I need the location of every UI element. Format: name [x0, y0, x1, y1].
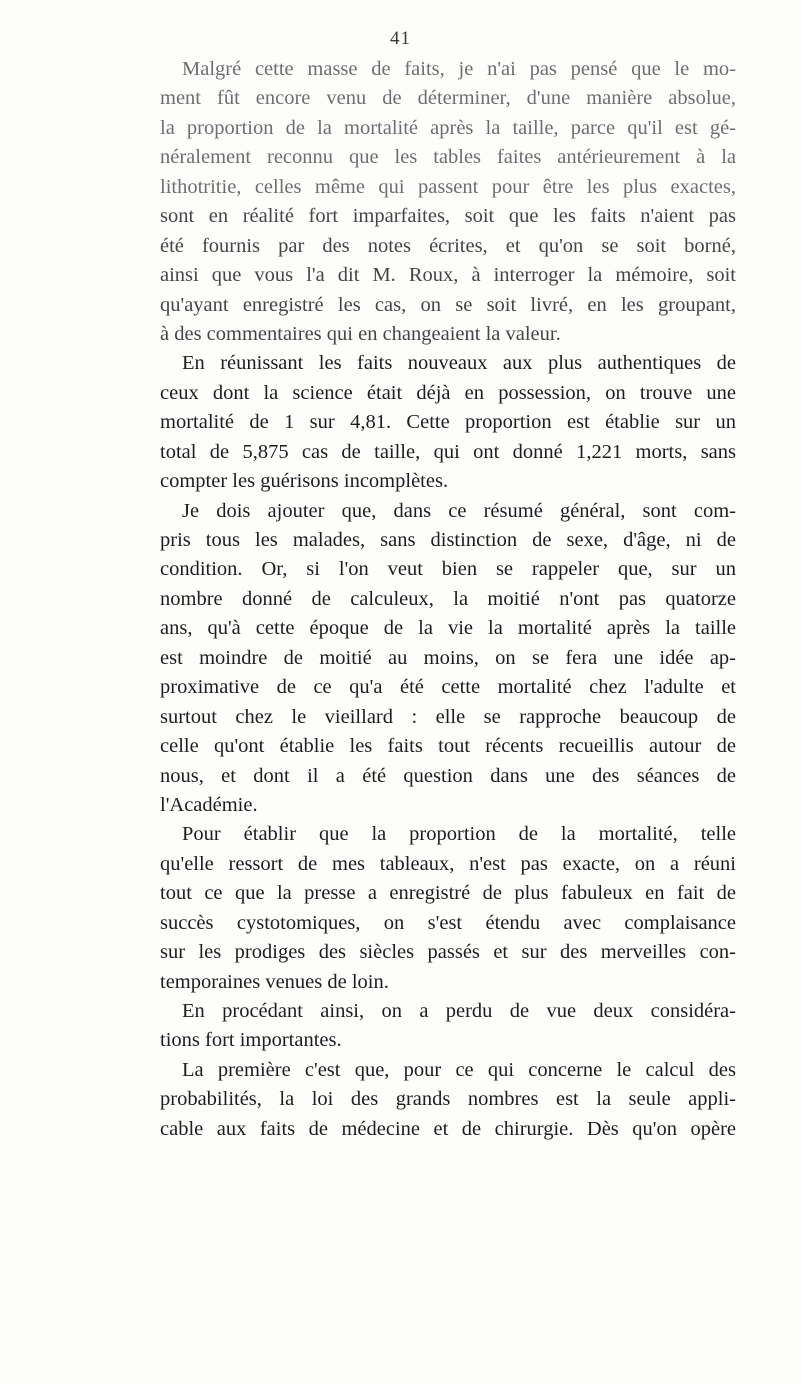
text-line: sont en réalité fort imparfaites, soit que les faits n'aient pas: [160, 205, 736, 228]
text-line: ainsi que vous l'a dit M. Roux, à interroger la mémoire, soit: [160, 264, 736, 287]
text-line: ceux dont la science était déjà en possession, on trouve une: [160, 381, 736, 404]
page-number: 41: [390, 28, 411, 49]
text-line: Je dois ajouter que, dans ce résumé général, sont com-: [182, 499, 736, 522]
text-line: néralement reconnu que les tables faites antérieurement à la: [160, 146, 736, 169]
text-line: succès cystotomiques, on s'est étendu avec complaisance: [160, 911, 736, 934]
text-line: nombre donné de calculeux, la moitié n'ont pas quatorze: [160, 587, 736, 610]
text-line: la proportion de la mortalité après la taille, parce qu'il est gé-: [160, 116, 736, 139]
text-line: ment fût encore venu de déterminer, d'une manière absolue,: [160, 87, 736, 110]
text-line: tout ce que la presse a enregistré de plus fabuleux en fait de: [160, 882, 736, 905]
text-line: En procédant ainsi, on a perdu de vue deux considéra-: [182, 1000, 736, 1022]
text-line: l'Académie.: [160, 793, 258, 816]
text-line: lithotritie, celles même qui passent pour être les plus exactes,: [160, 175, 736, 198]
text-line: sur les prodiges des siècles passés et sur des merveilles con-: [160, 941, 736, 964]
text-line: à des commentaires qui en changeaient la valeur.: [160, 322, 561, 345]
text-line: total de 5,875 cas de taille, qui ont donné 1,221 morts, sans: [160, 440, 736, 463]
text-line: Malgré cette masse de faits, je n'ai pas pensé que le mo-: [182, 58, 736, 80]
text-line: qu'ayant enregistré les cas, on se soit livré, en les groupant,: [160, 293, 736, 316]
text-line: celle qu'ont établie les faits tout récents recueillis autour de: [160, 735, 736, 758]
text-line: cable aux faits de médecine et de chirurgie. Dès qu'on opère: [160, 1117, 736, 1140]
text-line: ans, qu'à cette époque de la vie la mortalité après la taille: [160, 617, 736, 640]
text-line: En réunissant les faits nouveaux aux plus authentiques de: [182, 352, 736, 375]
text-line: qu'elle ressort de mes tableaux, n'est pas exacte, on a réuni: [160, 852, 736, 875]
text-line: probabilités, la loi des grands nombres est la seule appli-: [160, 1088, 736, 1111]
text-line: est moindre de moitié au moins, on se fera une idée ap-: [160, 646, 736, 669]
text-line: temporaines venues de loin.: [160, 970, 389, 993]
body-text: [160, 55, 736, 1144]
text-line: La première c'est que, pour ce qui concerne le calcul des: [182, 1058, 736, 1081]
text-line: condition. Or, si l'on veut bien se rappeler que, sur un: [160, 558, 736, 581]
text-line: pris tous les malades, sans distinction de sexe, d'âge, ni de: [160, 529, 736, 551]
text-line: proximative de ce qu'a été cette mortalité chez l'adulte et: [160, 676, 736, 699]
text-line: nous, et dont il a été question dans une des séances de: [160, 764, 736, 787]
text-line: été fournis par des notes écrites, et qu'on se soit borné,: [160, 234, 736, 257]
text-line: mortalité de 1 sur 4,81. Cette proportion est établie sur un: [160, 411, 736, 434]
text-line: compter les guérisons incomplètes.: [160, 470, 449, 493]
text-line: surtout chez le vieillard : elle se rapproche beaucoup de: [160, 705, 736, 728]
text-line: tions fort importantes.: [160, 1029, 342, 1052]
text-line: Pour établir que la proportion de la mortalité, telle: [182, 823, 736, 846]
